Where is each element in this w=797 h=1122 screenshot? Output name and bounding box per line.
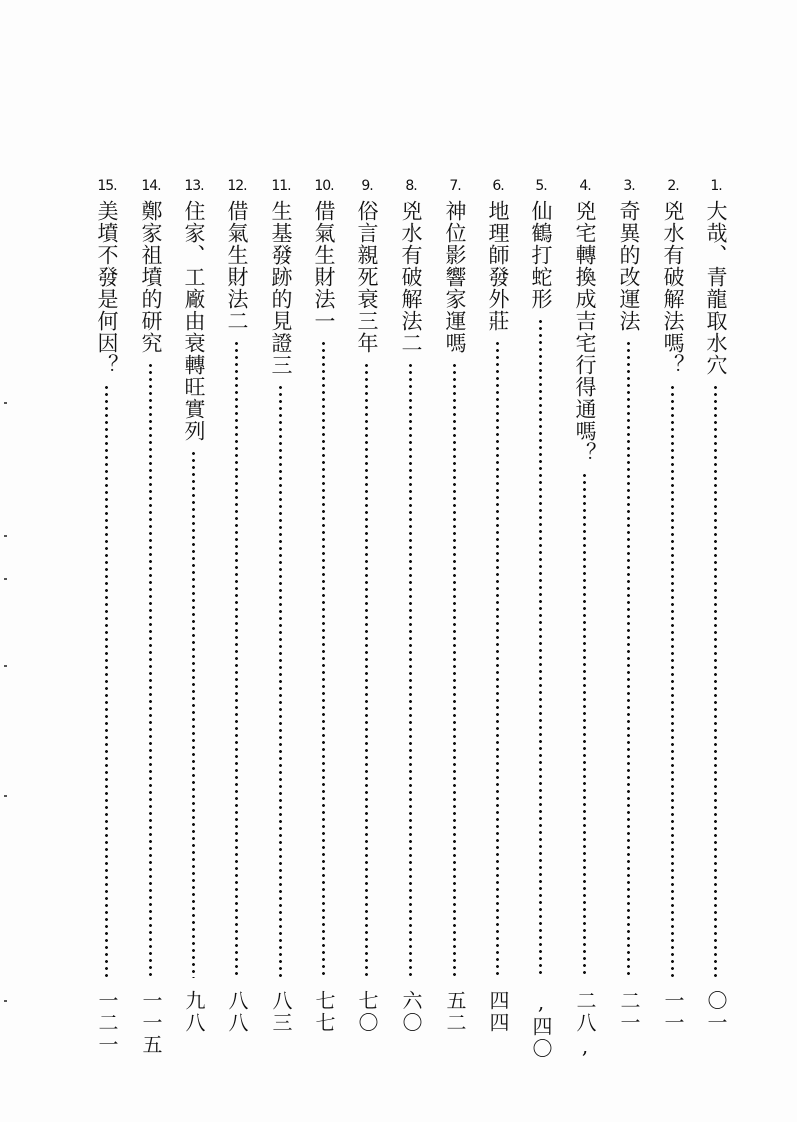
entry-page: 一一五 xyxy=(139,990,163,1056)
entry-page: ,四〇 xyxy=(529,990,553,1060)
entry-number: 7. xyxy=(449,178,461,194)
entry-page: 八三 xyxy=(269,990,293,1034)
entry-number: 6. xyxy=(492,178,504,194)
leader-dots xyxy=(452,362,457,978)
leader-dots xyxy=(234,340,239,978)
leader-dots xyxy=(495,340,500,978)
scan-mark xyxy=(4,795,7,797)
entry-number: 4. xyxy=(579,178,591,194)
toc-entry[interactable] xyxy=(352,178,382,1048)
entry-number: 8. xyxy=(405,178,417,194)
entry-number: 15. xyxy=(97,178,117,194)
leader-dots xyxy=(582,472,587,978)
leader-dots xyxy=(191,450,196,978)
entry-number: 14. xyxy=(141,178,161,194)
entry-page: 二一 xyxy=(617,990,641,1034)
entry-page: 七〇 xyxy=(355,990,379,1034)
entry-page: 〇一 xyxy=(704,990,728,1034)
entry-title: 大哉、青龍取水穴 xyxy=(704,200,728,376)
toc-entry[interactable] xyxy=(309,178,339,1048)
toc-entry[interactable] xyxy=(614,178,644,1048)
toc-entry[interactable] xyxy=(440,178,470,1048)
entry-page: 一一 xyxy=(661,990,685,1034)
scan-mark xyxy=(4,665,7,667)
leader-dots xyxy=(278,384,283,978)
entry-title: 生基發跡的見證三 xyxy=(269,200,293,376)
entry-title: 兇水有破解法嗎？ xyxy=(661,200,685,376)
scan-mark xyxy=(4,402,7,404)
toc-entry[interactable] xyxy=(179,178,209,1048)
entry-number: 12. xyxy=(227,178,247,194)
entry-number: 2. xyxy=(667,178,679,194)
entry-page: 八八 xyxy=(225,990,249,1034)
toc-entry[interactable] xyxy=(701,178,731,1048)
entry-number: 1. xyxy=(710,178,722,194)
scan-mark xyxy=(4,535,7,537)
entry-title: 住家、工廠由衰轉旺實列 xyxy=(182,200,206,442)
entry-title: 借氣生財法二 xyxy=(225,200,249,332)
entry-page: 二八, xyxy=(573,990,597,1060)
leader-dots xyxy=(321,340,326,978)
entry-page: 五二 xyxy=(443,990,467,1034)
leader-dots xyxy=(148,362,153,978)
entry-page: 六〇 xyxy=(399,990,423,1034)
entry-number: 10. xyxy=(314,178,334,194)
entry-page: 九八 xyxy=(182,990,206,1034)
scan-mark xyxy=(4,1000,7,1002)
toc-entry[interactable] xyxy=(266,178,296,1048)
entry-number: 11. xyxy=(271,178,291,194)
leader-dots xyxy=(713,384,718,978)
toc-entry[interactable] xyxy=(92,178,122,1056)
entry-title: 俗言親死衰三年 xyxy=(355,200,379,354)
entry-title: 借氣生財法一 xyxy=(312,200,336,332)
entry-page: 一二一 xyxy=(95,990,119,1056)
toc-entry[interactable] xyxy=(396,178,426,1048)
entry-number: 9. xyxy=(361,178,373,194)
entry-number: 13. xyxy=(184,178,204,194)
leader-dots xyxy=(670,384,675,978)
entry-page: 四四 xyxy=(486,990,510,1034)
toc-entry[interactable] xyxy=(222,178,252,1048)
entry-number: 3. xyxy=(623,178,635,194)
entry-title: 地理師發外莊 xyxy=(486,200,510,332)
entry-title: 兇水有破解法二 xyxy=(399,200,423,354)
leader-dots xyxy=(538,318,543,978)
leader-dots xyxy=(408,362,413,978)
entry-title: 神位影響家運嗎 xyxy=(443,200,467,354)
entry-title: 仙鶴打蛇形 xyxy=(529,200,553,310)
toc-entry[interactable] xyxy=(526,178,556,1060)
leader-dots xyxy=(626,340,631,978)
entry-title: 奇異的改運法 xyxy=(617,200,641,332)
toc-entry[interactable] xyxy=(136,178,166,1056)
entry-number: 5. xyxy=(535,178,547,194)
entry-title: 美墳不發是何因？ xyxy=(95,200,119,376)
toc-entry[interactable] xyxy=(570,178,600,1060)
entry-title: 鄭家祖墳的研究 xyxy=(139,200,163,354)
leader-dots xyxy=(104,384,109,978)
entry-title: 兇宅轉換成吉宅行得通嗎？ xyxy=(573,200,597,464)
leader-dots xyxy=(364,362,369,978)
toc-entry[interactable] xyxy=(658,178,688,1048)
toc-entry[interactable] xyxy=(483,178,513,1048)
entry-page: 七七 xyxy=(312,990,336,1034)
scan-mark xyxy=(4,578,7,580)
